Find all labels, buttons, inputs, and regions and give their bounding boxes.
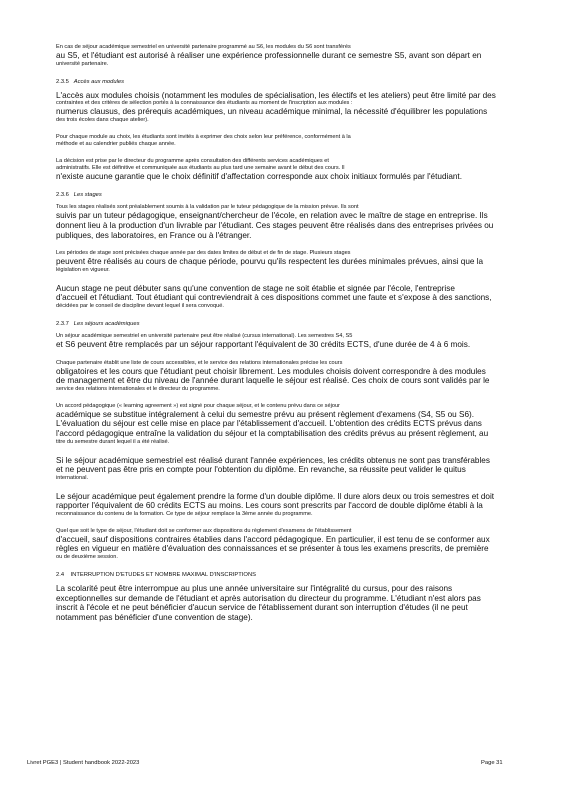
text-line: Les périodes de stage sont précisées chaque année par des dates limites de début et de fin de stage. Plusieurs stages: [56, 250, 351, 257]
text-line: reconnaissance du contenu de la formation. Ce type de séjour remplace la 3ème année du programme.: [56, 510, 313, 517]
heading-2-4: [56, 571, 532, 579]
paragraph-internships: [56, 204, 532, 240]
text-line: l'accord pédagogique entraîne la validation du séjour et la comptabilisation des crédits prévus au présent règlement, au: [56, 428, 489, 438]
text-line: En cas de séjour académique semestriel en université partenaire programmé au S6, les modules du S6 sont transférés: [56, 44, 351, 50]
section-title: Les séjours académiques: [73, 320, 140, 327]
text-line: de management et être du niveau de l'année durant laquelle le séjour est réalisé. Ces choix de cours sont validés par le: [56, 376, 490, 386]
text-line: inscrit à l'école et ne peut bénéficier d'aucun service de l'établissement durant son interruption d'études (il ne peut: [56, 603, 468, 613]
text-line: Aucun stage ne peut débuter sans qu'une convention de stage ne soit établie et signée par l'école, l'entreprise: [56, 283, 455, 293]
paragraph-semester-exchange: [56, 44, 532, 68]
text-line: international.: [56, 474, 89, 481]
text-line: L'accès aux modules choisis (notamment les modules de spécialisation, les électifs et les ateliers) peut être limité par des: [56, 90, 496, 100]
text-line: titre du semestre durant lequel il a été réalisé.: [56, 438, 170, 445]
text-line: n'existe aucune garantie que le choix définitif d'affectation corresponde aux choix initiaux formulés par l'étudiant.: [56, 171, 462, 181]
text-line: législation en vigueur.: [56, 266, 110, 273]
text-line: publiques, des laboratoires, en France ou à l'étranger.: [56, 230, 252, 240]
text-line: La décision est prise par le directeur du programme après consultation des différents services académiques et: [56, 157, 329, 164]
text-line: méthode et au calendrier publiés chaque année.: [56, 140, 176, 147]
page-number: Page 31: [481, 760, 503, 766]
text-line: donnent lieu à la production d'un livrable par l'étudiant. Ces stages peuvent être réalisés dans des entreprises privées ou: [56, 220, 494, 230]
text-line: et S6 peuvent être remplacés par un séjour rapportant l'équivalent de 30 crédits ECTS, d'une durée de 4 à 6 mois.: [56, 339, 471, 349]
text-line: académique se substitue intégralement à celui du semestre prévu au présent règlement d'examens (S4, S5 ou S6).: [56, 409, 474, 419]
text-line: Quel que soit le type de séjour, l'étudiant doit se conformer aux dispositions du règlement d'examens de l'établissement: [56, 527, 352, 534]
paragraph-experience-year: [56, 456, 532, 482]
text-line: université partenaire.: [56, 60, 109, 67]
heading-2-3-6: [56, 191, 532, 199]
text-line: La scolarité peut être interrompue au plus une année universitaire sur l'intégralité du cursus, pour des raisons: [56, 584, 453, 594]
section-number: 2.3.7: [56, 320, 69, 327]
text-line: numerus clausus, des prérequis académiques, un niveau académique minimal, la nécessité d'équilibrer les populations: [56, 107, 488, 117]
paragraph-decision: [56, 158, 532, 182]
text-line: Un séjour académique semestriel en université partenaire peut être réalisé (cursus international). Les semestres S4, S5: [56, 332, 353, 339]
heading-2-3-7: [56, 320, 532, 328]
text-line: peuvent être réalisés au cours de chaque période, pourvu qu'ils respectent les durées minimales prévues, ainsi que la: [56, 257, 484, 267]
paragraph-double-degree: [56, 492, 532, 518]
paragraph-course-list: [56, 360, 532, 393]
text-line: L'évaluation du séjour est celle mise en place par l'établissement d'accueil. L'obtention des crédits ECTS prévus dans: [56, 419, 482, 429]
text-line: ou de deuxième session.: [56, 554, 118, 561]
paragraph-internship-agreement: [56, 284, 532, 310]
section-number: 2.3.6: [56, 192, 69, 199]
text-line: d'accueil et l'étudiant. Tout étudiant qui contreviendrait à ces dispositions commet une faute et s'expose à des sanctions,: [56, 293, 492, 303]
text-line: service des relations internationales et le directeur du programme.: [56, 385, 220, 392]
paragraph-academic-stay: [56, 333, 532, 350]
text-line: contraintes et des critères de sélection portés à la connaissance des étudiants au moment de l'inscription aux modules :: [56, 100, 353, 107]
paragraph-interruption: [56, 584, 532, 622]
text-line: décidées par le conseil de discipline devant lequel il sera convoqué.: [56, 302, 224, 309]
paragraph-module-access: [56, 91, 532, 124]
text-line: Pour chaque module au choix, les étudiants sont invités à exprimer des choix selon leur préférence, conformément à la: [56, 133, 351, 140]
text-line: d'accueil, sauf dispositions contraires établies dans l'accord pédagogique. En particulier, il est tenu de se conformer aux: [56, 534, 490, 544]
paragraph-exam-rules: [56, 528, 532, 561]
paragraph-internship-periods: [56, 250, 532, 274]
heading-2-3-5: [56, 78, 532, 86]
page-content: [56, 44, 532, 632]
text-line: obligatoires et les cours que l'étudiant peut choisir librement. Les modules choisis doivent correspondre à des modules: [56, 366, 486, 376]
section-number: 2.4: [56, 572, 65, 579]
text-line: des trois écoles dans chaque atelier).: [56, 116, 149, 123]
text-line: et ne peuvent pas être pris en compte pour l'obtention du diplôme. En revanche, sa réussite peut valider le quitus: [56, 465, 466, 475]
text-line: rapporter l'équivalent de 60 crédits ECTS au moins. Les cours sont prescrits par l'accord de double diplôme établi à la: [56, 501, 483, 511]
paragraph-learning-agreement: [56, 403, 532, 446]
text-line: Tous les stages réalisés sont préalablement soumis à la validation par le tuteur pédagogique de la mission prévue. Ils sont: [56, 204, 359, 211]
text-line: Chaque partenaire établit une liste de cours accessibles, et le service des relations internationales précise les cours: [56, 359, 343, 366]
text-line: règles en vigueur en matière d'évaluation des connaissances et se présenter à tous les examens prescrits, de première: [56, 544, 489, 554]
text-line: suivis par un tuteur pédagogique, enseignant/chercheur de l'école, en relation avec le maître de stage en entreprise. Ils: [56, 211, 488, 221]
text-line: administratifs. Elle est définitive et communiquée aux étudiants au plus tard une semaine avant le début des cours. Il: [56, 164, 345, 171]
section-title: Accès aux modules: [73, 78, 125, 85]
paragraph-module-choice: [56, 134, 532, 148]
section-title: Les stages: [73, 192, 102, 199]
text-line: au S5, et l'étudiant est autorisé à réaliser une expérience professionnelle durant ce semestre S5, avant son départ en: [56, 51, 482, 60]
text-line: Un accord pédagogique (« learning agreement ») est signé pour chaque séjour, et le contenu prévu dans ce séjour: [56, 402, 340, 409]
footer-handbook-title: Livret PGE3 | Student handbook 2022-2023: [27, 760, 140, 766]
text-line: Le séjour académique peut également prendre la forme d'un double diplôme. Il dure alors deux ou trois semestres et doit: [56, 491, 495, 501]
text-line: notamment pas bénéficier d'une convention de stage).: [56, 612, 253, 622]
section-title: INTERRUPTION D'ETUDES ET NOMBRE MAXIMAL D'INSCRIPTIONS: [70, 572, 256, 579]
text-line: exceptionnelles sur demande de l'étudiant et après autorisation du directeur du programme. L'étudiant n'est alors pas: [56, 593, 481, 603]
section-number: 2.3.5: [56, 78, 69, 85]
text-line: Si le séjour académique semestriel est réalisé durant l'année expériences, les crédits obtenus ne sont pas transférables: [56, 455, 490, 465]
